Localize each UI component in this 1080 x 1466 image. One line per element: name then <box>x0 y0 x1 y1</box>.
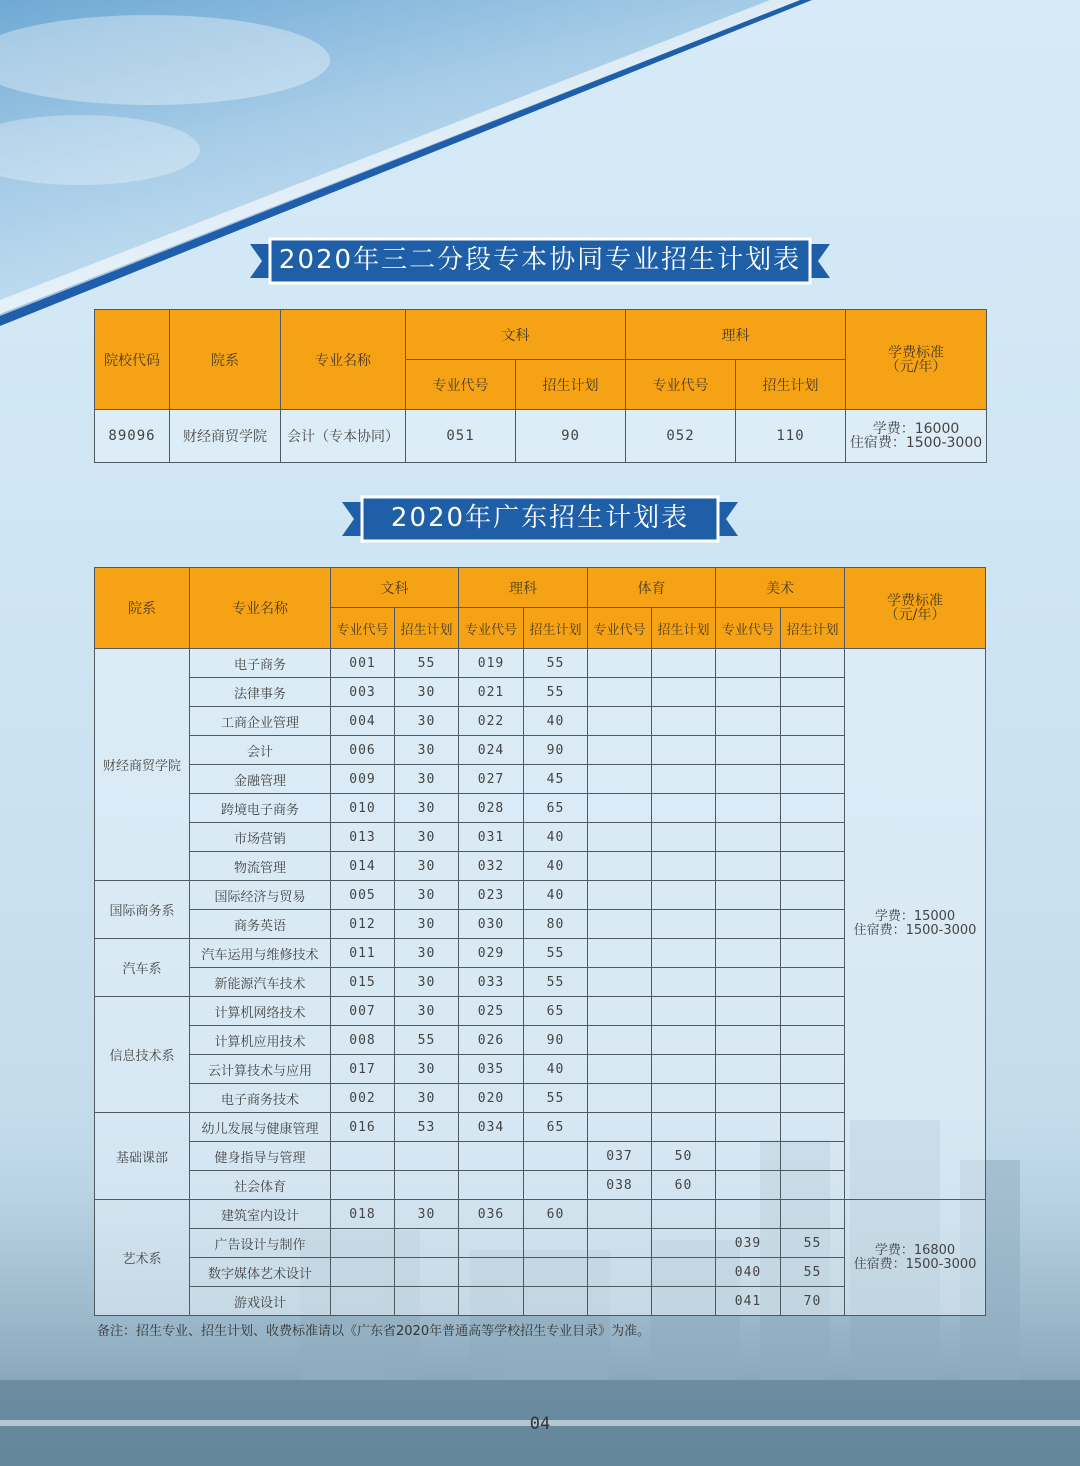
lk-code-cell <box>459 1229 524 1258</box>
ms-code-cell <box>716 852 781 881</box>
table2-title-banner <box>0 494 1080 544</box>
wk-code-cell <box>331 1287 395 1316</box>
wk-code-cell: 051 <box>406 410 516 463</box>
header-fee: 学费标准 （元/年） <box>845 568 986 649</box>
header-fee: 学费标准 （元/年） <box>846 310 987 410</box>
header-major-name: 专业名称 <box>190 568 331 649</box>
lk-code-cell <box>459 1171 524 1200</box>
ty-plan-cell <box>652 968 716 997</box>
major-cell: 游戏设计 <box>190 1287 331 1316</box>
department-cell: 汽车系 <box>95 939 190 997</box>
ty-plan-cell <box>652 1026 716 1055</box>
ms-code-cell <box>716 707 781 736</box>
header-meishu: 美术 <box>716 568 845 608</box>
lk-code-cell: 036 <box>459 1200 524 1229</box>
major-cell: 会计（专本协同） <box>281 410 406 463</box>
header-like: 理科 <box>459 568 588 608</box>
header-ty-plan: 招生计划 <box>652 608 716 649</box>
header-lk-code: 专业代号 <box>459 608 524 649</box>
ty-plan-cell <box>652 678 716 707</box>
wk-plan-cell: 30 <box>395 736 459 765</box>
lk-plan-cell: 80 <box>524 910 588 939</box>
ty-code-cell <box>588 997 652 1026</box>
ms-plan-cell <box>781 852 845 881</box>
ms-plan-cell <box>781 1142 845 1171</box>
wk-code-cell: 006 <box>331 736 395 765</box>
major-cell: 会计 <box>190 736 331 765</box>
lk-code-cell: 034 <box>459 1113 524 1142</box>
header-wk-code: 专业代号 <box>331 608 395 649</box>
major-cell: 国际经济与贸易 <box>190 881 331 910</box>
wk-code-cell: 017 <box>331 1055 395 1084</box>
wk-plan-cell: 30 <box>395 968 459 997</box>
ty-plan-cell <box>652 1113 716 1142</box>
ms-code-cell <box>716 968 781 997</box>
ms-plan-cell <box>781 794 845 823</box>
lk-plan-cell: 40 <box>524 1055 588 1084</box>
header-like: 理科 <box>626 310 846 360</box>
major-cell: 跨境电子商务 <box>190 794 331 823</box>
ms-plan-cell <box>781 881 845 910</box>
lk-code-cell: 033 <box>459 968 524 997</box>
ty-plan-cell <box>652 707 716 736</box>
lk-code-cell: 029 <box>459 939 524 968</box>
lk-code-cell: 027 <box>459 765 524 794</box>
ms-plan-cell: 70 <box>781 1287 845 1316</box>
ms-code-cell: 041 <box>716 1287 781 1316</box>
ms-code-cell: 040 <box>716 1258 781 1287</box>
lk-plan-cell: 55 <box>524 1084 588 1113</box>
major-cell: 社会体育 <box>190 1171 331 1200</box>
ty-plan-cell <box>652 1287 716 1316</box>
lk-plan-cell: 90 <box>524 1026 588 1055</box>
wk-plan-cell: 55 <box>395 649 459 678</box>
header-wenke: 文科 <box>331 568 459 608</box>
wk-plan-cell: 30 <box>395 707 459 736</box>
major-cell: 法律事务 <box>190 678 331 707</box>
table2-title: 2020年广东招生计划表 <box>390 503 690 533</box>
table1-title-banner <box>0 236 1080 286</box>
ty-plan-cell <box>652 852 716 881</box>
wk-code-cell: 009 <box>331 765 395 794</box>
ms-plan-cell <box>781 939 845 968</box>
lk-code-cell: 035 <box>459 1055 524 1084</box>
wk-code-cell <box>331 1171 395 1200</box>
major-cell: 幼儿发展与健康管理 <box>190 1113 331 1142</box>
lk-plan-cell <box>524 1229 588 1258</box>
wk-plan-cell: 30 <box>395 997 459 1026</box>
wk-plan-cell: 30 <box>395 765 459 794</box>
ms-plan-cell <box>781 707 845 736</box>
wk-code-cell: 007 <box>331 997 395 1026</box>
department-cell: 国际商务系 <box>95 881 190 939</box>
major-cell: 商务英语 <box>190 910 331 939</box>
ms-plan-cell: 55 <box>781 1258 845 1287</box>
lk-code-cell: 023 <box>459 881 524 910</box>
wk-code-cell: 011 <box>331 939 395 968</box>
ty-code-cell <box>588 881 652 910</box>
lk-code-cell <box>459 1258 524 1287</box>
lk-plan-cell: 45 <box>524 765 588 794</box>
wk-code-cell: 004 <box>331 707 395 736</box>
ty-code-cell <box>588 1055 652 1084</box>
major-cell: 云计算技术与应用 <box>190 1055 331 1084</box>
wk-plan-cell: 30 <box>395 823 459 852</box>
header-ty-code: 专业代号 <box>588 608 652 649</box>
ty-plan-cell <box>652 1200 716 1229</box>
table-row <box>95 649 986 678</box>
fee-cell: 学费：16800 住宿费：1500-3000 <box>845 1200 986 1316</box>
ms-plan-cell <box>781 1171 845 1200</box>
lk-code-cell: 026 <box>459 1026 524 1055</box>
wk-code-cell: 012 <box>331 910 395 939</box>
ms-code-cell <box>716 1084 781 1113</box>
ms-code-cell <box>716 1142 781 1171</box>
wk-code-cell <box>331 1258 395 1287</box>
lk-plan-cell: 40 <box>524 707 588 736</box>
wk-code-cell: 008 <box>331 1026 395 1055</box>
lk-plan-cell: 90 <box>524 736 588 765</box>
ms-code-cell <box>716 939 781 968</box>
ms-plan-cell <box>781 1084 845 1113</box>
lk-code-cell: 031 <box>459 823 524 852</box>
header-department: 院系 <box>95 568 190 649</box>
header-lk-code: 专业代号 <box>626 360 736 410</box>
lk-plan-cell: 65 <box>524 997 588 1026</box>
wk-plan-cell <box>395 1229 459 1258</box>
ty-plan-cell: 60 <box>652 1171 716 1200</box>
wk-code-cell: 003 <box>331 678 395 707</box>
ty-plan-cell <box>652 997 716 1026</box>
wk-code-cell: 002 <box>331 1084 395 1113</box>
page-number: 04 <box>529 1414 551 1434</box>
ty-plan-cell <box>652 649 716 678</box>
wk-plan-cell <box>395 1287 459 1316</box>
ty-code-cell <box>588 852 652 881</box>
lk-plan-cell: 40 <box>524 881 588 910</box>
header-wenke: 文科 <box>406 310 626 360</box>
ty-code-cell <box>588 1084 652 1113</box>
wk-code-cell: 001 <box>331 649 395 678</box>
major-cell: 数字媒体艺术设计 <box>190 1258 331 1287</box>
ty-code-cell <box>588 794 652 823</box>
major-cell: 电子商务技术 <box>190 1084 331 1113</box>
lk-plan-cell: 65 <box>524 1113 588 1142</box>
ms-plan-cell <box>781 1026 845 1055</box>
ty-plan-cell <box>652 910 716 939</box>
ty-plan-cell <box>652 794 716 823</box>
department-cell: 财经商贸学院 <box>95 649 190 881</box>
wk-plan-cell: 30 <box>395 939 459 968</box>
table2 <box>94 567 986 1316</box>
wk-plan-cell <box>395 1258 459 1287</box>
lk-plan-cell <box>524 1171 588 1200</box>
major-cell: 物流管理 <box>190 852 331 881</box>
ty-code-cell <box>588 1258 652 1287</box>
header-wk-plan: 招生计划 <box>516 360 626 410</box>
wk-plan-cell: 53 <box>395 1113 459 1142</box>
ty-code-cell <box>588 678 652 707</box>
ms-code-cell <box>716 649 781 678</box>
major-cell: 计算机网络技术 <box>190 997 331 1026</box>
header-wk-plan: 招生计划 <box>395 608 459 649</box>
ty-plan-cell <box>652 1084 716 1113</box>
wk-code-cell: 018 <box>331 1200 395 1229</box>
lk-code-cell <box>459 1287 524 1316</box>
ty-code-cell <box>588 649 652 678</box>
ty-code-cell <box>588 707 652 736</box>
wk-code-cell: 015 <box>331 968 395 997</box>
wk-plan-cell <box>395 1171 459 1200</box>
header-ms-plan: 招生计划 <box>781 608 845 649</box>
major-cell: 金融管理 <box>190 765 331 794</box>
lk-plan-cell: 65 <box>524 794 588 823</box>
ms-code-cell <box>716 794 781 823</box>
ms-code-cell <box>716 1055 781 1084</box>
ty-code-cell <box>588 939 652 968</box>
ty-plan-cell: 50 <box>652 1142 716 1171</box>
wk-code-cell: 013 <box>331 823 395 852</box>
lk-plan-cell: 55 <box>524 649 588 678</box>
school-code-cell: 89096 <box>95 410 170 463</box>
ms-code-cell <box>716 678 781 707</box>
lk-plan-cell <box>524 1142 588 1171</box>
ty-code-cell: 037 <box>588 1142 652 1171</box>
ty-code-cell <box>588 1113 652 1142</box>
major-cell: 新能源汽车技术 <box>190 968 331 997</box>
ty-code-cell <box>588 910 652 939</box>
lk-code-cell: 030 <box>459 910 524 939</box>
ty-plan-cell <box>652 823 716 852</box>
ms-plan-cell <box>781 1055 845 1084</box>
wk-plan-cell: 30 <box>395 678 459 707</box>
lk-plan-cell <box>524 1258 588 1287</box>
ms-code-cell <box>716 1026 781 1055</box>
wk-plan-cell: 55 <box>395 1026 459 1055</box>
lk-plan-cell: 40 <box>524 823 588 852</box>
lk-code-cell: 020 <box>459 1084 524 1113</box>
header-department: 院系 <box>170 310 281 410</box>
ty-code-cell <box>588 968 652 997</box>
major-cell: 健身指导与管理 <box>190 1142 331 1171</box>
lk-code-cell: 028 <box>459 794 524 823</box>
lk-code-cell: 025 <box>459 997 524 1026</box>
lk-plan-cell: 60 <box>524 1200 588 1229</box>
lk-plan-cell: 55 <box>524 678 588 707</box>
ms-plan-cell <box>781 910 845 939</box>
ms-plan-cell <box>781 765 845 794</box>
lk-code-cell: 021 <box>459 678 524 707</box>
major-cell: 建筑室内设计 <box>190 1200 331 1229</box>
ms-plan-cell <box>781 823 845 852</box>
ms-code-cell <box>716 1171 781 1200</box>
ms-code-cell <box>716 997 781 1026</box>
table1-title: 2020年三二分段专本协同专业招生计划表 <box>278 245 802 275</box>
wk-plan-cell: 30 <box>395 852 459 881</box>
ty-plan-cell <box>652 736 716 765</box>
ms-plan-cell <box>781 1200 845 1229</box>
header-school-code: 院校代码 <box>95 310 170 410</box>
wk-plan-cell: 30 <box>395 1084 459 1113</box>
wk-plan-cell <box>395 1142 459 1171</box>
major-cell: 计算机应用技术 <box>190 1026 331 1055</box>
lk-code-cell: 052 <box>626 410 736 463</box>
department-cell: 信息技术系 <box>95 997 190 1113</box>
ty-code-cell <box>588 1287 652 1316</box>
wk-plan-cell: 30 <box>395 794 459 823</box>
lk-plan-cell: 55 <box>524 939 588 968</box>
header-tiyu: 体育 <box>588 568 716 608</box>
header-wk-code: 专业代号 <box>406 360 516 410</box>
header-lk-plan: 招生计划 <box>524 608 588 649</box>
wk-plan-cell: 30 <box>395 910 459 939</box>
ty-plan-cell <box>652 939 716 968</box>
ty-code-cell <box>588 823 652 852</box>
fee-cell: 学费：15000 住宿费：1500-3000 <box>845 649 986 1200</box>
ty-code-cell <box>588 1200 652 1229</box>
major-cell: 市场营销 <box>190 823 331 852</box>
ms-plan-cell <box>781 736 845 765</box>
ms-code-cell <box>716 910 781 939</box>
ms-plan-cell <box>781 1113 845 1142</box>
table2-body <box>95 649 986 1316</box>
ms-code-cell <box>716 1113 781 1142</box>
lk-code-cell <box>459 1142 524 1171</box>
lk-code-cell: 019 <box>459 649 524 678</box>
fee-cell: 学费：16000 住宿费：1500-3000 <box>846 410 987 463</box>
ms-code-cell: 039 <box>716 1229 781 1258</box>
ty-plan-cell <box>652 765 716 794</box>
table-row <box>95 1200 986 1229</box>
lk-code-cell: 022 <box>459 707 524 736</box>
wk-code-cell <box>331 1229 395 1258</box>
lk-plan-cell: 55 <box>524 968 588 997</box>
wk-code-cell: 016 <box>331 1113 395 1142</box>
ty-plan-cell <box>652 1258 716 1287</box>
ms-code-cell <box>716 736 781 765</box>
department-cell: 基础课部 <box>95 1113 190 1200</box>
footnote: 备注：招生专业、招生计划、收费标准请以《广东省2020年普通高等学校招生专业目录》为准。 <box>97 1324 651 1339</box>
header-ms-code: 专业代号 <box>716 608 781 649</box>
wk-plan-cell: 30 <box>395 1200 459 1229</box>
department-cell: 艺术系 <box>95 1200 190 1316</box>
major-cell: 广告设计与制作 <box>190 1229 331 1258</box>
lk-plan-cell <box>524 1287 588 1316</box>
lk-plan-cell: 40 <box>524 852 588 881</box>
ms-code-cell <box>716 881 781 910</box>
wk-plan-cell: 90 <box>516 410 626 463</box>
table1 <box>94 309 987 463</box>
ms-plan-cell <box>781 678 845 707</box>
wk-code-cell: 005 <box>331 881 395 910</box>
ms-plan-cell <box>781 997 845 1026</box>
wk-code-cell: 014 <box>331 852 395 881</box>
wk-code-cell <box>331 1142 395 1171</box>
lk-code-cell: 032 <box>459 852 524 881</box>
ms-code-cell <box>716 765 781 794</box>
lk-code-cell: 024 <box>459 736 524 765</box>
ty-code-cell: 038 <box>588 1171 652 1200</box>
ty-plan-cell <box>652 1229 716 1258</box>
major-cell: 工商企业管理 <box>190 707 331 736</box>
ms-plan-cell: 55 <box>781 1229 845 1258</box>
ty-code-cell <box>588 765 652 794</box>
ms-plan-cell <box>781 649 845 678</box>
header-lk-plan: 招生计划 <box>736 360 846 410</box>
wk-plan-cell: 30 <box>395 881 459 910</box>
ty-plan-cell <box>652 881 716 910</box>
major-cell: 汽车运用与维修技术 <box>190 939 331 968</box>
ty-code-cell <box>588 1026 652 1055</box>
ty-code-cell <box>588 736 652 765</box>
header-major-name: 专业名称 <box>281 310 406 410</box>
department-cell: 财经商贸学院 <box>170 410 281 463</box>
major-cell: 电子商务 <box>190 649 331 678</box>
lk-plan-cell: 110 <box>736 410 846 463</box>
ms-code-cell <box>716 1200 781 1229</box>
wk-code-cell: 010 <box>331 794 395 823</box>
ty-code-cell <box>588 1229 652 1258</box>
ms-plan-cell <box>781 968 845 997</box>
ms-code-cell <box>716 823 781 852</box>
wk-plan-cell: 30 <box>395 1055 459 1084</box>
table-row <box>95 410 987 463</box>
ty-plan-cell <box>652 1055 716 1084</box>
